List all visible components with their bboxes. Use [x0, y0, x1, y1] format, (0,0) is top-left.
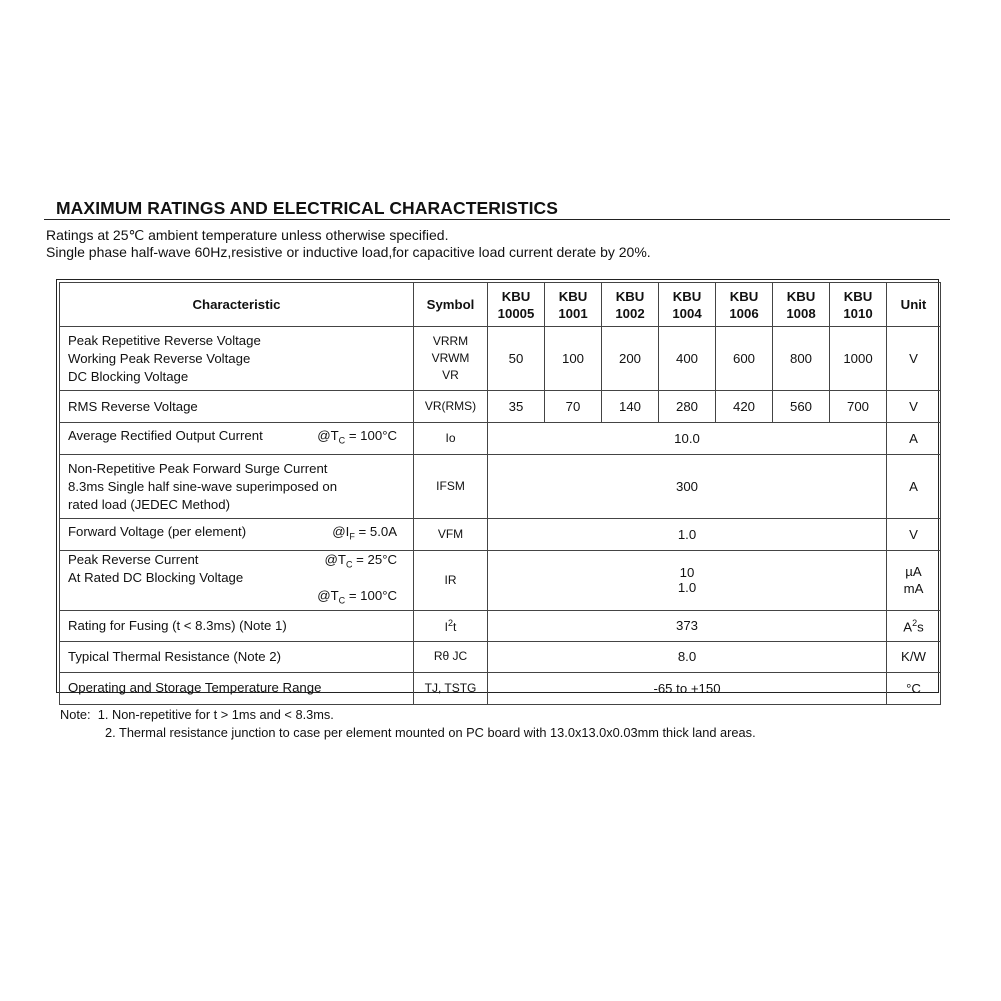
- header-model-1008: KBU 1008: [773, 283, 830, 327]
- value-cell: 1000: [830, 327, 887, 391]
- condition-text: $@I_F = 5.0A$: [332, 524, 397, 542]
- spanned-value-cell: 10 1.0: [488, 551, 887, 611]
- header-unit: Unit: [887, 283, 941, 327]
- header-model-1004: KBU 1004: [659, 283, 716, 327]
- symbol-cell: VFM: [414, 519, 488, 551]
- symbol-cell: VR(RMS): [414, 391, 488, 423]
- ratings-table: [59, 282, 941, 705]
- value-cell: 50: [488, 327, 545, 391]
- unit-cell: V: [887, 391, 941, 423]
- symbol-cell: IFSM: [414, 455, 488, 519]
- value-cell: 200: [602, 327, 659, 391]
- unit-cell: K/W: [887, 641, 941, 672]
- characteristic-cell: Peak Reverse Current $@T_C = 25^\circ C$ At Rated DC Blocking Voltage $@T_C = 100^\circ C$: [60, 551, 414, 611]
- characteristic-cell: Average Rectified Output Current $@T_C = 100^\circ C$: [60, 423, 414, 455]
- table-row: [60, 327, 941, 391]
- section-title: MAXIMUM RATINGS AND ELECTRICAL CHARACTERISTICS: [56, 198, 559, 218]
- spanned-value-cell: 8.0: [488, 641, 887, 672]
- note-label: Note:: [60, 707, 91, 722]
- unit-cell: V: [887, 519, 941, 551]
- header-model-1010: KBU 1010: [830, 283, 887, 327]
- spanned-value-cell: 300: [488, 455, 887, 519]
- value-cell: 100: [545, 327, 602, 391]
- table-row: [60, 391, 941, 423]
- header-characteristic: Characteristic: [60, 283, 414, 327]
- notes: [60, 706, 756, 742]
- characteristic-cell: Forward Voltage (per element) $@I_F = 5.0A$: [60, 519, 414, 551]
- table-row: [60, 519, 941, 551]
- value-cell: 140: [602, 391, 659, 423]
- spanned-value-cell: 1.0: [488, 519, 887, 551]
- table-row: [60, 610, 941, 641]
- condition-text: $@T_C = 25^\circ C$: [324, 552, 397, 570]
- table-row: [60, 551, 941, 611]
- characteristic-cell: Peak Repetitive Reverse Voltage Working Peak Reverse Voltage DC Blocking Voltage: [60, 327, 414, 391]
- symbol-cell: TJ, TSTG: [414, 672, 488, 704]
- note-line-1: Note: 1. Non-repetitive for t > 1ms and < 8.3ms.: [60, 707, 334, 722]
- value-cell: 400: [659, 327, 716, 391]
- value-cell: 70: [545, 391, 602, 423]
- value-cell: 600: [716, 327, 773, 391]
- value-cell: 35: [488, 391, 545, 423]
- header-model-1001: KBU 1001: [545, 283, 602, 327]
- condition-text: $@T_C = 100^\circ C$: [317, 588, 397, 606]
- value-cell: 420: [716, 391, 773, 423]
- unit-cell: A: [887, 423, 941, 455]
- unit-cell: °C: [887, 672, 941, 704]
- unit-cell: $A^2s$: [887, 610, 941, 641]
- header-row: [60, 283, 941, 327]
- header-symbol: Symbol: [414, 283, 488, 327]
- value-cell: 800: [773, 327, 830, 391]
- table-row: [60, 423, 941, 455]
- characteristic-cell: Non-Repetitive Peak Forward Surge Current 8.3ms Single half sine-wave superimposed on rated load (JEDEC Method): [60, 455, 414, 519]
- spanned-value-cell: 10.0: [488, 423, 887, 455]
- characteristic-cell: RMS Reverse Voltage: [60, 391, 414, 423]
- unit-cell: µA mA: [887, 551, 941, 611]
- table-row: [60, 641, 941, 672]
- value-cell: 700: [830, 391, 887, 423]
- spanned-value-cell: 373: [488, 610, 887, 641]
- value-cell: 280: [659, 391, 716, 423]
- characteristic-cell: Rating for Fusing (t < 8.3ms) (Note 1): [60, 610, 414, 641]
- intro-line-1: Ratings at 25℃ ambient temperature unless otherwise specified.: [46, 227, 449, 243]
- note-line-2: 2. Thermal resistance junction to case per element mounted on PC board with 13.0x13.0x0.03mm thick land areas.: [105, 725, 756, 740]
- characteristic-cell: Typical Thermal Resistance (Note 2): [60, 641, 414, 672]
- unit-cell: V: [887, 327, 941, 391]
- title-underline: [44, 219, 950, 220]
- header-model-1006: KBU 1006: [716, 283, 773, 327]
- condition-text: $@T_C = 100^\circ C$: [317, 428, 397, 446]
- symbol-cell: $I^2t$: [414, 610, 488, 641]
- symbol-cell: IR: [414, 551, 488, 611]
- value-cell: 560: [773, 391, 830, 423]
- unit-cell: A: [887, 455, 941, 519]
- intro-line-2: Single phase half-wave 60Hz,resistive or inductive load,for capacitive load current derate by 20%.: [46, 244, 651, 260]
- table-row: [60, 672, 941, 704]
- header-model-10005: KBU 10005: [488, 283, 545, 327]
- characteristic-cell: Operating and Storage Temperature Range: [60, 672, 414, 704]
- spanned-value-cell: -65 to +150: [488, 672, 887, 704]
- symbol-cell: VRRM VRWM VR: [414, 327, 488, 391]
- symbol-cell: Io: [414, 423, 488, 455]
- intro-text: [46, 227, 651, 261]
- table-row: [60, 455, 941, 519]
- symbol-cell: Rθ JC: [414, 641, 488, 672]
- header-model-1002: KBU 1002: [602, 283, 659, 327]
- ratings-table-frame: [56, 279, 939, 696]
